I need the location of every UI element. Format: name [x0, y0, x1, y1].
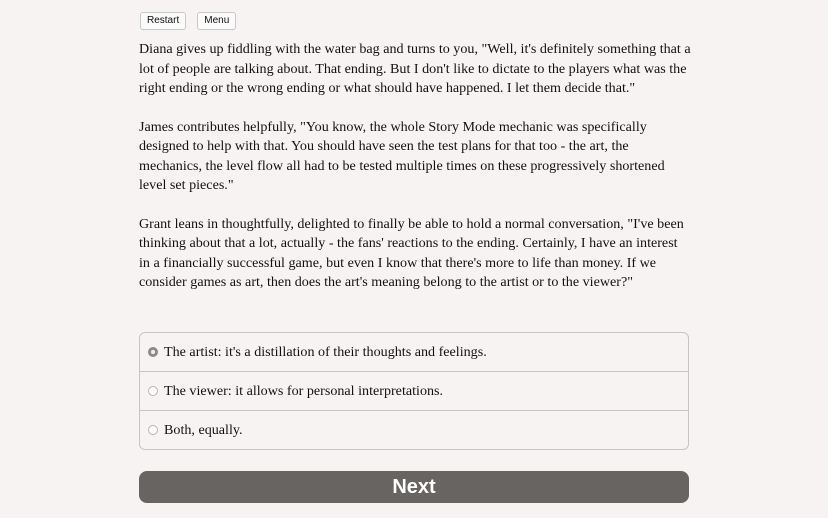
next-button[interactable]: Next: [139, 471, 689, 503]
choice-list: [139, 332, 689, 450]
story-text: [139, 40, 691, 312]
menu-button[interactable]: Menu: [197, 12, 236, 30]
radio-selected-icon[interactable]: [148, 347, 158, 357]
choice-artist[interactable]: [140, 333, 688, 372]
story-paragraph-diana: Diana gives up fiddling with the water bag and turns to you, "Well, it's definitely something that a lot of people are talking about. That ending. But I don't like to dictate to the players what was the right ending or the wrong ending or what should have happened. I let them decide that.": [139, 41, 691, 96]
toolbar: [140, 12, 236, 30]
story-paragraph-james: James contributes helpfully, "You know, the whole Story Mode mechanic was specifically designed to help with that. You should have seen the test plans for that too - the art, the mechanics, the level flow all had to be tested multiple times on these progressively shortened level set pieces.": [139, 118, 665, 193]
choice-viewer[interactable]: [140, 372, 688, 411]
choice-label: The artist: it's a distillation of their thoughts and feelings.: [164, 343, 487, 360]
choice-label: Both, equally.: [164, 421, 243, 438]
story-paragraph-grant: Grant leans in thoughtfully, delighted to finally be able to hold a normal conversation, "I've been thinking about that a lot, actually - the fans' reactions to the ending. Certainly, I have an interest in a financially successful game, but even I know that there's more to life than money. If we consider games as art, then does the art's meaning belong to the artist or to the viewer?": [139, 215, 684, 290]
restart-button[interactable]: Restart: [140, 12, 186, 30]
radio-unselected-icon[interactable]: [148, 425, 158, 435]
radio-unselected-icon[interactable]: [148, 386, 158, 396]
choice-label: The viewer: it allows for personal interpretations.: [164, 382, 444, 399]
choice-both[interactable]: [140, 411, 688, 449]
